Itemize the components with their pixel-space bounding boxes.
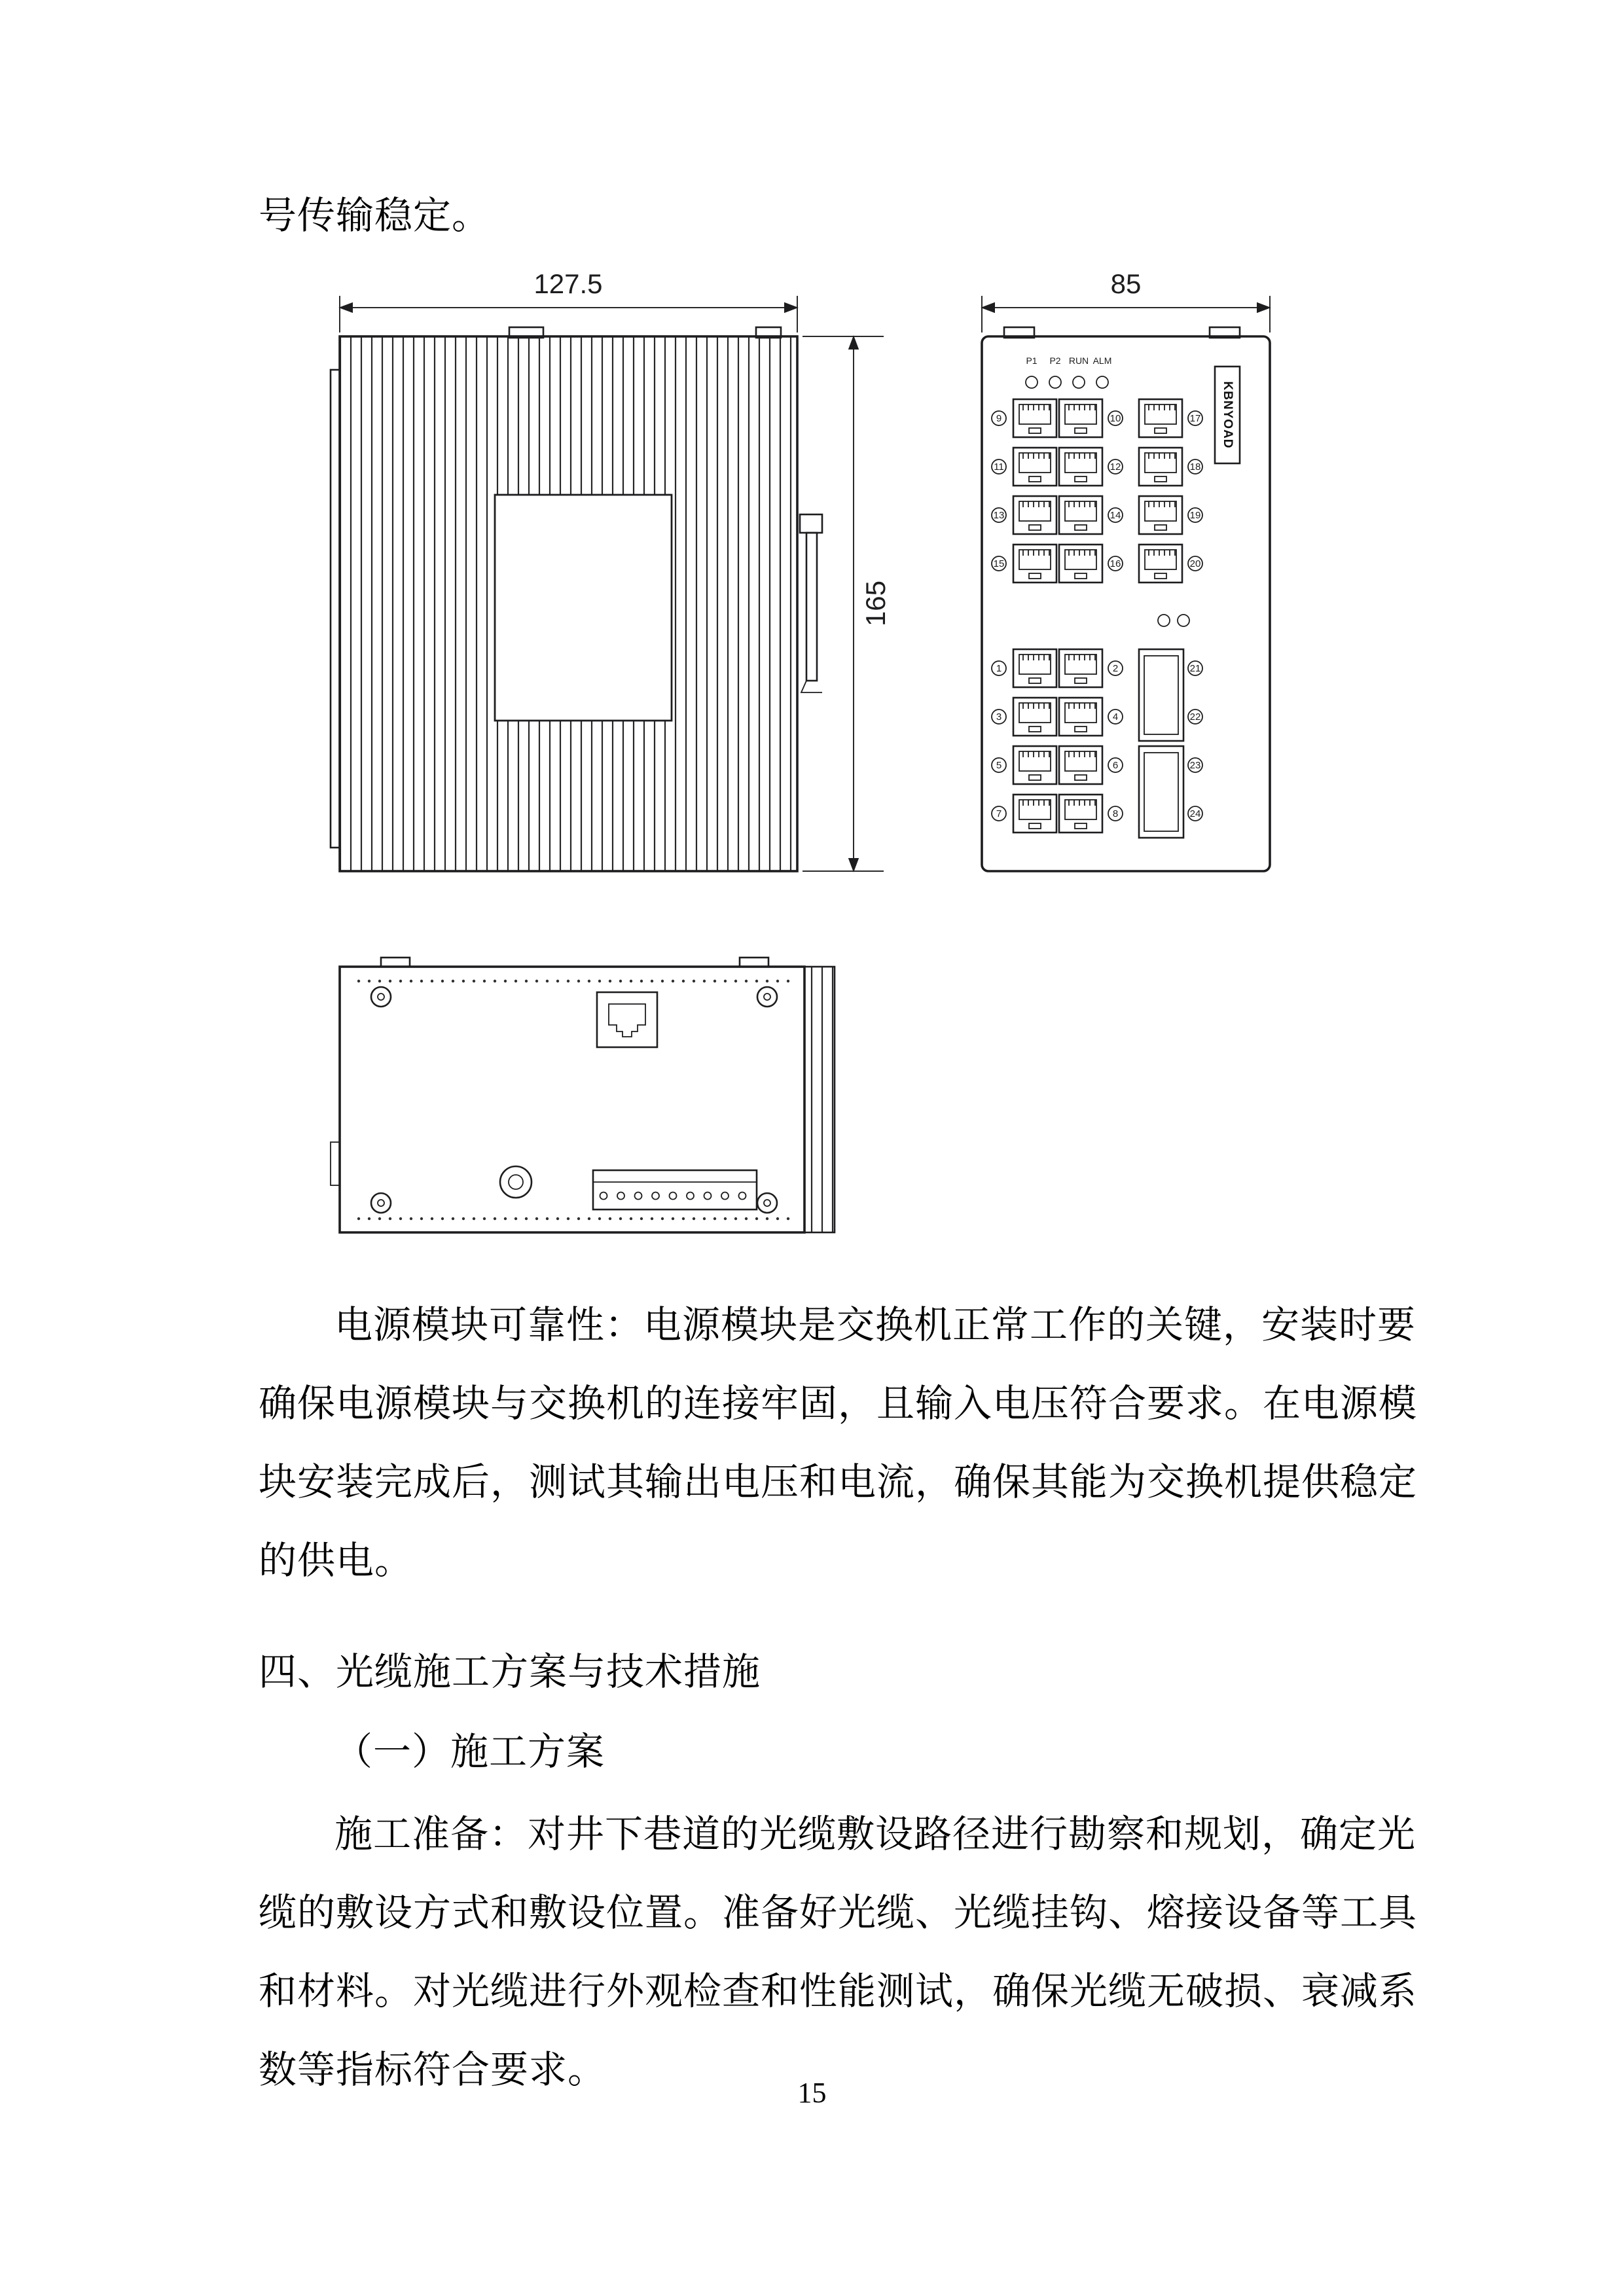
dim-label-width-side: 127.5: [533, 268, 603, 299]
svg-text:15: 15: [993, 558, 1005, 569]
sfp-slot: [1144, 753, 1178, 831]
body-text-intro-line: 号传输稳定。: [259, 194, 491, 237]
port-number: [992, 661, 1006, 675]
port-number: [1188, 758, 1202, 772]
rj45-port: [1059, 698, 1102, 736]
page-number: 15: [797, 2077, 827, 2109]
port-number: [1188, 411, 1202, 425]
rj45-port: [1059, 795, 1102, 833]
port-number: [1188, 508, 1202, 522]
left-edge-strip: [331, 370, 340, 848]
led-label: ALM: [1092, 355, 1112, 366]
body-text-line: 施工准备：对井下巷道的光缆敷设路径进行勘察和规划，确定光: [334, 1813, 1416, 1856]
rj45-port: [1139, 448, 1182, 486]
rj45-port: [1059, 649, 1102, 687]
rj45-port: [1013, 795, 1056, 833]
dimension-front-width: [982, 268, 1270, 332]
rj45-port: [1013, 399, 1056, 437]
status-indicator: [1158, 615, 1170, 626]
body-text-line: 缆的敷设方式和敷设位置。准备好光缆、光缆挂钩、熔接设备等工具: [259, 1892, 1418, 1934]
port-number: [992, 411, 1006, 425]
bottom-view-vents: [357, 980, 789, 1220]
port-number: [992, 806, 1006, 821]
rj45-port: [1059, 746, 1102, 784]
console-rj45-jack: [597, 992, 657, 1047]
mount-tab: [381, 958, 410, 967]
svg-text:2: 2: [1112, 663, 1119, 674]
dimension-side-width: [340, 268, 797, 332]
svg-text:18: 18: [1189, 461, 1201, 473]
port-number: [1188, 806, 1202, 821]
svg-text:4: 4: [1112, 711, 1119, 723]
port-number: [1108, 411, 1123, 425]
port-number: [1188, 459, 1202, 474]
port-number: [992, 459, 1006, 474]
terminal-block: [593, 1170, 757, 1210]
section-heading: 四、光缆施工方案与技术措施: [259, 1651, 761, 1693]
sfp-slot: [1144, 656, 1178, 734]
front-view: [982, 327, 1270, 871]
svg-text:11: 11: [994, 461, 1004, 473]
rj45-port: [1013, 649, 1056, 687]
body-text-line: 和材料。对光缆进行外观检查和性能测试，确保光缆无破损、衰减系: [259, 1970, 1418, 2013]
svg-text:20: 20: [1189, 558, 1201, 569]
body-text-line: 的供电。: [259, 1539, 414, 1582]
svg-text:13: 13: [993, 510, 1005, 521]
sfp-cage: [1139, 746, 1183, 838]
dim-label-width-front: 85: [1110, 268, 1142, 299]
svg-text:1: 1: [996, 663, 1002, 674]
port-number: [1188, 709, 1202, 724]
port-number: [992, 758, 1006, 772]
bottom-view-outline: [340, 967, 804, 1232]
subsection-heading: （一）施工方案: [334, 1731, 605, 1773]
svg-text:6: 6: [1112, 760, 1119, 771]
port-number: [992, 508, 1006, 522]
svg-text:21: 21: [1189, 663, 1201, 674]
din-rail-clip: [800, 514, 822, 692]
port-number: [1108, 709, 1123, 724]
bottom-view: [331, 958, 835, 1232]
rj45-port: [1013, 448, 1056, 486]
port-number: [1108, 459, 1123, 474]
svg-text:19: 19: [1189, 510, 1201, 521]
body-text-line: 确保电源模块与交换机的连接牢固，且输入电压符合要求。在电源模: [259, 1382, 1418, 1425]
rj45-port: [1139, 399, 1182, 437]
sfp-cage: [1139, 649, 1183, 741]
svg-text:10: 10: [1110, 413, 1121, 424]
svg-text:8: 8: [1112, 808, 1119, 819]
port-number: [1108, 806, 1123, 821]
led-indicator: [1073, 376, 1085, 388]
side-view: [331, 327, 822, 871]
svg-text:16: 16: [1110, 558, 1121, 569]
svg-text:12: 12: [1110, 461, 1121, 473]
led-indicator: [1096, 376, 1108, 388]
port-number: [1108, 556, 1123, 571]
dim-label-height-side: 165: [860, 580, 891, 627]
rj45-port: [1059, 399, 1102, 437]
rj45-port: [1139, 545, 1182, 583]
svg-text:5: 5: [996, 760, 1002, 771]
left-edge-tab: [331, 1142, 340, 1185]
terminal-block-contacts: [600, 1193, 746, 1200]
port-number: [1108, 758, 1123, 772]
body-text-line: 数等指标符合要求。: [259, 2049, 607, 2091]
svg-text:14: 14: [1110, 510, 1121, 521]
svg-text:7: 7: [996, 808, 1002, 819]
led-label: RUN: [1068, 355, 1089, 366]
rj45-port: [1059, 545, 1102, 583]
front-view-leds: [1026, 355, 1111, 388]
svg-text:23: 23: [1189, 760, 1201, 771]
rj45-port: [1013, 746, 1056, 784]
rj45-port: [1013, 496, 1056, 534]
led-label: P1: [1026, 355, 1038, 366]
status-indicator: [1178, 615, 1189, 626]
rj45-port: [1059, 448, 1102, 486]
rj45-port: [1013, 698, 1056, 736]
led-indicator: [1049, 376, 1061, 388]
mount-tab: [740, 958, 768, 967]
port-number: [1108, 661, 1123, 675]
port-number: [1108, 508, 1123, 522]
rj45-port: [1139, 496, 1182, 534]
round-connector: [500, 1166, 532, 1198]
svg-text:24: 24: [1189, 808, 1201, 819]
front-view-ports: [992, 399, 1202, 838]
port-number: [1188, 661, 1202, 675]
corner-screws: [371, 987, 777, 1213]
side-fins-edge: [804, 967, 835, 1232]
led-label: P2: [1049, 355, 1061, 366]
svg-text:9: 9: [996, 413, 1002, 424]
svg-text:3: 3: [996, 711, 1002, 723]
brand-label: KBNYOAD: [1220, 381, 1235, 449]
port-number: [992, 556, 1006, 571]
led-indicator: [1026, 376, 1038, 388]
rj45-port: [1013, 545, 1056, 583]
port-number: [1188, 556, 1202, 571]
dimension-side-height: [803, 336, 891, 871]
body-text-line: 块安装完成后，测试其输出电压和电流，确保其能为交换机提供稳定: [259, 1461, 1418, 1503]
port-number: [992, 709, 1006, 724]
body-text-line: 电源模块可靠性：电源模块是交换机正常工作的关键，安装时要: [334, 1304, 1416, 1346]
svg-text:22: 22: [1189, 711, 1201, 723]
svg-text:17: 17: [1189, 413, 1201, 424]
nameplate-window: [495, 495, 672, 721]
rj45-port: [1059, 496, 1102, 534]
